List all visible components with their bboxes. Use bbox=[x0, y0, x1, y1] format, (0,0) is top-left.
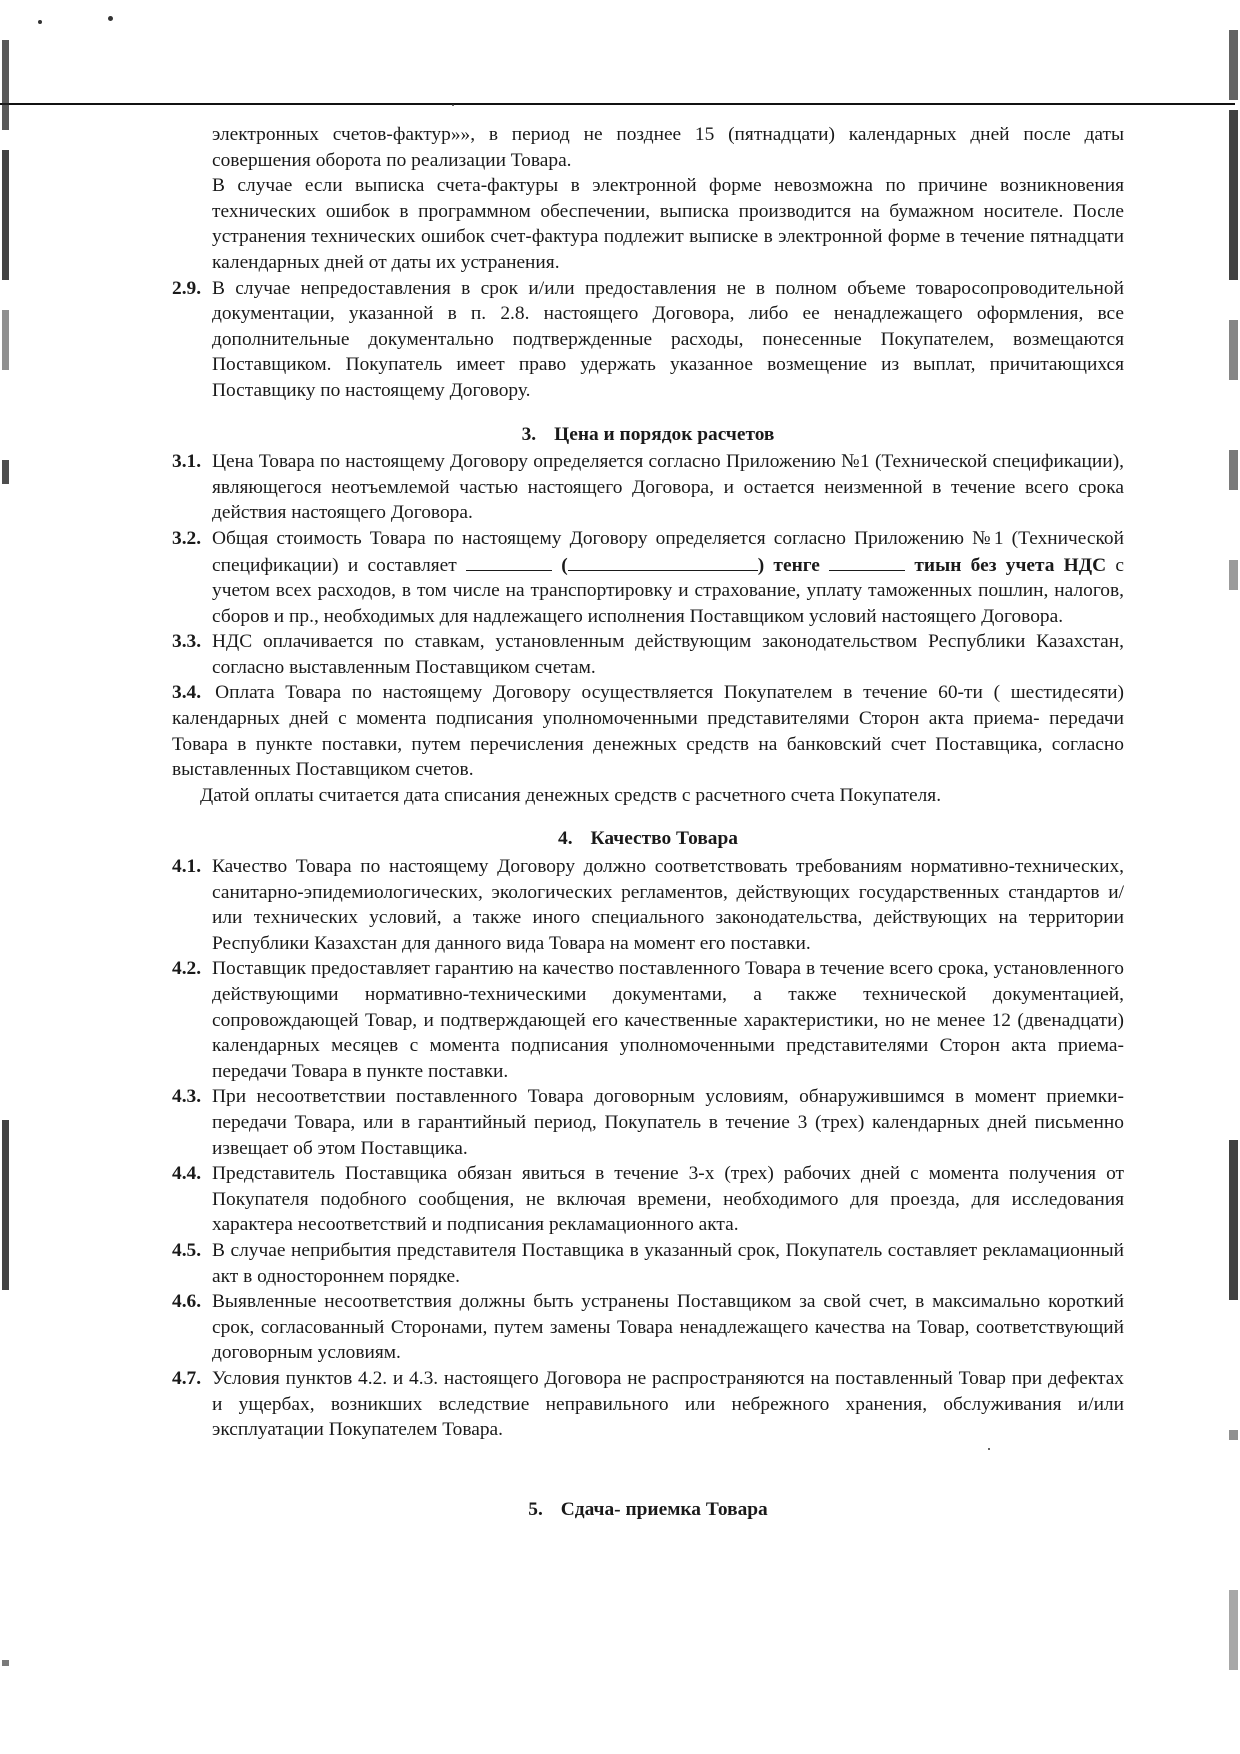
scan-top-rule bbox=[0, 103, 1235, 105]
scan-speck bbox=[38, 20, 42, 24]
clause-2-8-continuation: электронных счетов-фактур»», в период не позднее 15 (пятнадцати) календарных дней после даты совершения оборота по реализации Товара. bbox=[212, 124, 1124, 171]
clause-number: 3.2. bbox=[172, 527, 202, 549]
scan-speck bbox=[108, 16, 113, 21]
clause-text: НДС оплачивается по ставкам, установленным действующим законодательством Республики Казахстан, согласно выставленным Поставщиком счетам. bbox=[212, 631, 1124, 678]
clause-number: 4.5. bbox=[172, 1239, 202, 1261]
scan-speck bbox=[452, 104, 454, 106]
section-title: Сдача- приемка Товара bbox=[560, 1498, 768, 1520]
tenge-label: ) тенге bbox=[757, 554, 820, 576]
clause-number: 3.1. bbox=[172, 451, 202, 473]
clause-number: 4.6. bbox=[172, 1291, 202, 1313]
section-3-heading bbox=[172, 422, 1124, 448]
clause-text: В случае неприбытия представителя Поставщика в указанный срок, Покупатель составляет рекламационный акт в одностороннем порядке. bbox=[212, 1239, 1124, 1287]
clause-3-1 bbox=[172, 449, 1124, 526]
clause-text: Оплата Товара по настоящему Договору осуществляется Покупателем в течение 60-ти ( шестидесяти) календарных дней с момента подписания уполномоченными представителями Сторон акта приема- передачи Товара в пункте поставки, путем перечисления денежных средств на банковский счет Поставщика, согласно выставленных Поставщиком счетов. bbox=[172, 682, 1124, 781]
clause-text: Качество Товара по настоящему Договору должно соответствовать требованиям нормативно-технических, санитарно-эпидемиологических, экологических регламентов, действующих государственных стандартов и/или технических условий, а также иного специального законодательства, действующих на территории Республики Казахстан для данного вида Товара на момент его поставки. bbox=[212, 856, 1124, 954]
clause-3-2 bbox=[172, 526, 1124, 629]
clause-4-4 bbox=[172, 1161, 1124, 1238]
section-4-heading bbox=[172, 826, 1124, 852]
clause-4-3 bbox=[172, 1084, 1124, 1161]
clause-2-8-paragraph: В случае если выписка счета-фактуры в электронной форме невозможна по причине возникновения технических ошибок в программном обеспечении, выписка производится на бумажном носителе. После устранения технических ошибок счет-фактура подлежит выписке в электронной форме в течение пятнадцати календарных дней от даты их устранения. bbox=[212, 175, 1124, 273]
clause-4-1 bbox=[172, 854, 1124, 956]
clause-number: 4.3. bbox=[172, 1086, 202, 1108]
left-margin-scan-marks bbox=[2, 40, 9, 1740]
open-paren: ( bbox=[561, 554, 568, 576]
clause-text-part-a: Общая стоимость Товара по настоящему Договору определяется согласно Приложению №1 (Технической спецификации) и составляет bbox=[212, 527, 1124, 576]
section-number: 4. bbox=[558, 828, 573, 850]
clause-2-9 bbox=[172, 276, 1124, 404]
clause-number: 3.3. bbox=[172, 631, 202, 653]
payment-date-note: Датой оплаты считается дата списания денежных средств с расчетного счета Покупателя. bbox=[200, 784, 942, 806]
clause-number: 4.2. bbox=[172, 958, 202, 980]
clause-text: В случае непредоставления в срок и/или предоставления не в полном объеме товаросопроводительной документации, указанной в п. 2.8. настоящего Договора, либо ее ненадлежащего оформления, все дополнительные документально подтвержденные расходы, понесенные Покупателем, возмещаются Поставщиком. Покупатель имеет право удержать указанное возмещение из выплат, причитающихся Поставщику по настоящему Договору. bbox=[212, 277, 1124, 401]
section-5-heading bbox=[172, 1497, 1124, 1523]
clause-4-2 bbox=[172, 956, 1124, 1084]
clause-text bbox=[212, 526, 1124, 629]
contract-page bbox=[172, 122, 1124, 1524]
clause-4-6 bbox=[172, 1289, 1124, 1366]
clause-number: 4.7. bbox=[172, 1367, 202, 1389]
clause-3-4 bbox=[172, 680, 1124, 782]
clause-number: 3.4. bbox=[172, 682, 202, 704]
amount-in-words-blank-field bbox=[568, 552, 758, 571]
clause-4-7 bbox=[172, 1366, 1124, 1443]
amount-blank-field bbox=[466, 552, 552, 571]
section-number: 3. bbox=[521, 423, 537, 445]
clause-text-part-b: с учетом всех расходов, в том числе на транспортировку и страхование, уплату таможенных пошлин, налогов, сборов и пр., необходимых для надлежащего исполнения Поставщиком условий настоящего Договора. bbox=[212, 554, 1124, 627]
clause-text: При несоответствии поставленного Товара договорным условиям, обнаружившимся в момент приемки-передачи Товара, или в гарантийный период, Покупатель в течение 3 (трех) календарных дней письменно извещает об этом Поставщика. bbox=[212, 1086, 1124, 1159]
clause-3-3 bbox=[172, 629, 1124, 680]
clause-text: Цена Товара по настоящему Договору определяется согласно Приложению №1 (Технической спецификации), являющегося неотъемлемой частью настоящего Договора, и остается неизменной в течение всего срока действия настоящего Договора. bbox=[212, 451, 1124, 524]
section-title: Цена и порядок расчетов bbox=[554, 423, 775, 445]
clause-number: 4.4. bbox=[172, 1163, 202, 1185]
tiyn-blank-field bbox=[829, 552, 905, 571]
clause-number: 2.9. bbox=[172, 277, 202, 299]
clause-text: Выявленные несоответствия должны быть устранены Поставщиком за свой счет, в максимально короткий срок, согласованный Сторонами, путем замены Товара ненадлежащего качества на Товар, соответствующий договорным условиям. bbox=[212, 1291, 1124, 1364]
clause-4-5 bbox=[172, 1238, 1124, 1289]
clause-number: 4.1. bbox=[172, 856, 202, 878]
section-title: Качество Товара bbox=[590, 828, 738, 850]
clause-text: Поставщик предоставляет гарантию на качество поставленного Товара в течение всего срока, установленного действующими нормативно-техническими документами, а также технической документацией, сопровождающей Товар, и подтверждающей его качественные характеристики, но не менее 12 (двенадцати) календарных месяцев с момента подписания уполномоченными представителями Сторон акта приема-передачи Товара в пункте поставки. bbox=[212, 958, 1124, 1082]
section-number: 5. bbox=[528, 1498, 543, 1520]
tiyn-label: тиын без учета НДС bbox=[914, 554, 1107, 576]
right-margin-scan-marks bbox=[1229, 30, 1238, 1740]
clause-text: Условия пунктов 4.2. и 4.3. настоящего Договора не распространяются на поставленный Товар при дефектах и ущербах, возникших вследствие неправильного или небрежного хранения, обслуживания и/или эксплуатации Покупателем Товара. bbox=[212, 1367, 1124, 1441]
clause-text: Представитель Поставщика обязан явиться в течение 3-х (трех) рабочих дней с момента получения от Покупателя подобного сообщения, не включая времени, необходимого для проезда, для исследования характера несоответствий и подписания рекламационного акта. bbox=[212, 1163, 1124, 1236]
